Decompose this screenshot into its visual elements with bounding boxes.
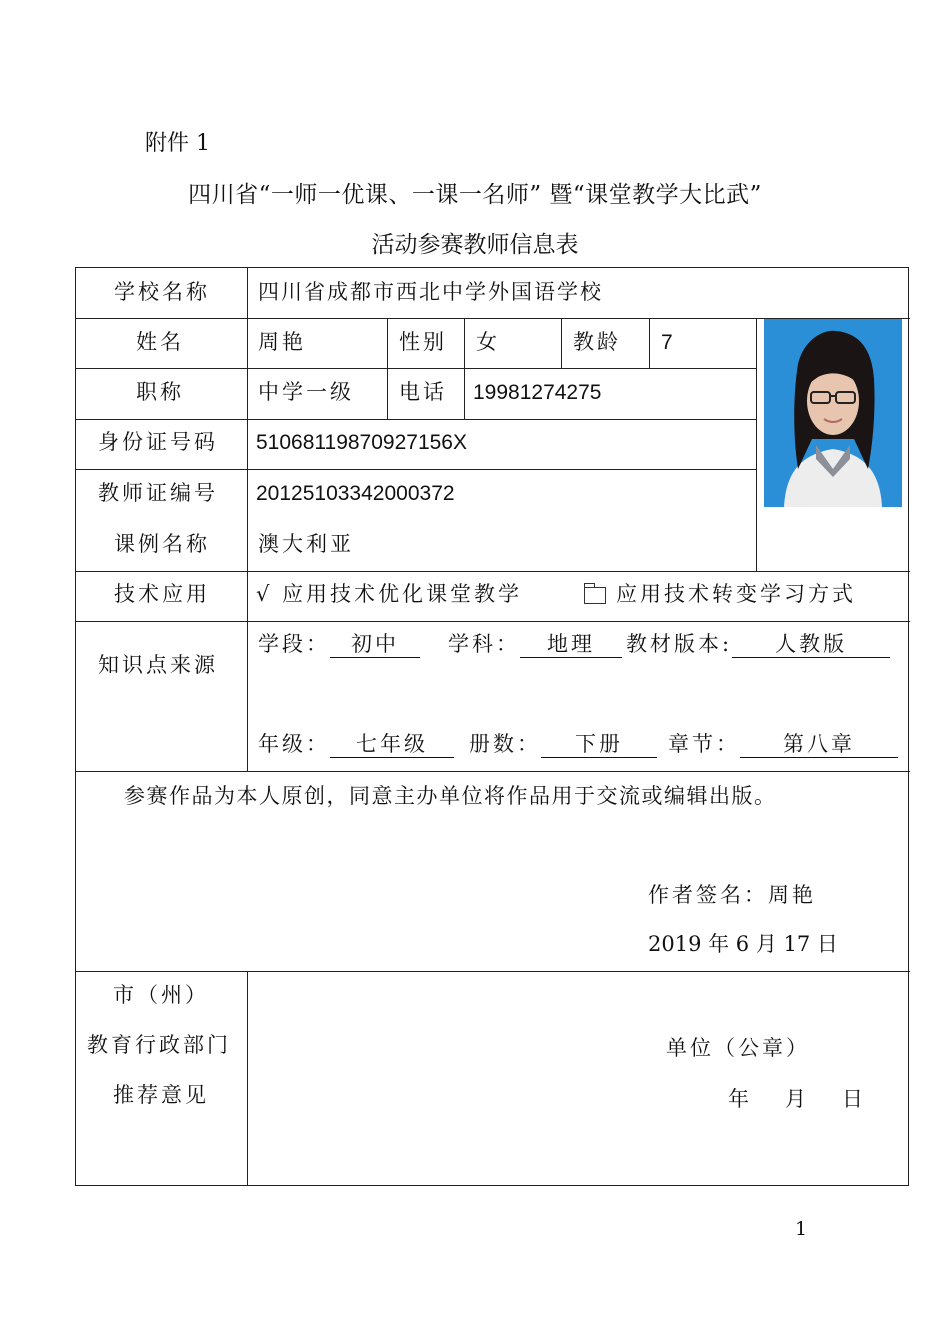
phone-value: 19981274275 bbox=[473, 381, 602, 404]
subject-field bbox=[448, 634, 622, 658]
stage-field bbox=[258, 634, 420, 658]
subject-value: 地理 bbox=[520, 634, 622, 658]
gender-value: 女 bbox=[476, 330, 497, 354]
knowledge-source-label: 知识点来源 bbox=[98, 653, 218, 677]
recommend-label-city: 市（州） bbox=[113, 983, 209, 1007]
stage-label: 学段： bbox=[258, 632, 330, 656]
recommend-date-blank: 年 月 日 bbox=[728, 1087, 868, 1111]
teacher-cert-value: 20125103342000372 bbox=[256, 482, 455, 505]
edition-value: 人教版 bbox=[732, 634, 890, 658]
teacher-info-table bbox=[75, 267, 909, 1186]
name-value: 周艳 bbox=[258, 330, 306, 354]
volume-field bbox=[469, 734, 657, 758]
teaching-years-value: 7 bbox=[661, 331, 673, 354]
volume-label: 册数： bbox=[469, 732, 541, 756]
recommend-label-dept: 教育行政部门 bbox=[87, 1033, 231, 1057]
chapter-field bbox=[668, 734, 898, 758]
id-number-value: 51068119870927156X bbox=[256, 431, 467, 454]
volume-value: 下册 bbox=[541, 734, 657, 758]
subject-label: 学科： bbox=[448, 632, 520, 656]
job-title-value: 中学一级 bbox=[258, 380, 354, 404]
grade-field bbox=[258, 734, 454, 758]
grade-label: 年级： bbox=[258, 732, 330, 756]
checkbox-icon[interactable] bbox=[584, 587, 606, 604]
author-signature: 作者签名：周艳 bbox=[648, 883, 816, 907]
chapter-value: 第八章 bbox=[740, 734, 898, 758]
school-name-label: 学校名称 bbox=[114, 280, 210, 304]
name-label: 姓名 bbox=[136, 330, 184, 354]
tech-option-optimize[interactable]: √ 应用技术优化课堂教学 bbox=[256, 582, 523, 606]
school-name-value: 四川省成都市西北中学外国语学校 bbox=[258, 280, 603, 304]
tech-option-transform-row[interactable] bbox=[584, 584, 856, 605]
page-number: 1 bbox=[795, 1218, 808, 1240]
teaching-years-label: 教龄 bbox=[573, 330, 621, 354]
chapter-label: 章节： bbox=[668, 732, 740, 756]
form-title: 四川省“一师一优课、一课一名师” 暨“课堂教学大比武” bbox=[188, 182, 762, 208]
portrait-photo bbox=[764, 319, 902, 507]
teacher-cert-label: 教师证编号 bbox=[98, 481, 218, 505]
edition-label: 教材版本: bbox=[626, 632, 733, 656]
tech-option-transform: 应用技术转变学习方式 bbox=[616, 582, 856, 606]
edition-field bbox=[626, 634, 890, 658]
lesson-name-label: 课例名称 bbox=[114, 532, 210, 556]
job-title-label: 职称 bbox=[136, 380, 184, 404]
form-subtitle: 活动参赛教师信息表 bbox=[371, 232, 579, 258]
id-number-label: 身份证号码 bbox=[98, 430, 218, 454]
recommend-label-opinion: 推荐意见 bbox=[113, 1083, 209, 1107]
stage-value: 初中 bbox=[330, 634, 420, 658]
tech-application-label: 技术应用 bbox=[114, 582, 210, 606]
phone-label: 电话 bbox=[399, 380, 447, 404]
signature-date: 2019 年 6 月 17 日 bbox=[648, 932, 838, 956]
unit-seal: 单位（公章） bbox=[666, 1036, 810, 1060]
gender-label: 性别 bbox=[399, 330, 447, 354]
lesson-name-value: 澳大利亚 bbox=[258, 532, 354, 556]
originality-declaration: 参赛作品为本人原创，同意主办单位将作品用于交流或编辑出版。 bbox=[124, 784, 777, 808]
grade-value: 七年级 bbox=[330, 734, 454, 758]
annex-label: 附件 1 bbox=[145, 131, 210, 156]
